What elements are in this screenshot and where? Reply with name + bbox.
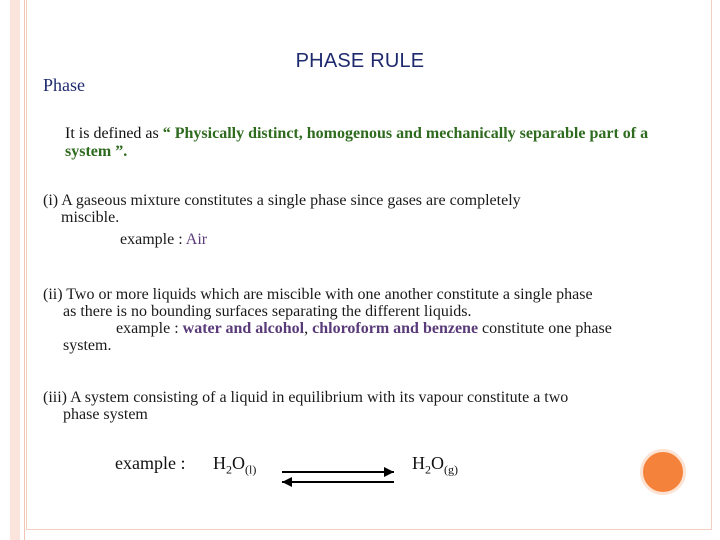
arrow-bottom-head — [282, 477, 292, 487]
definition-quote: “ Physically distinct, homogenous and mechanically separable part of a system ”. — [65, 125, 649, 160]
point-2-example-sep: , — [304, 320, 313, 337]
point-2 — [43, 286, 675, 354]
left-decorative-bar — [10, 0, 20, 540]
arrow-top-head — [384, 467, 394, 477]
definition-text — [65, 125, 685, 161]
eq-right-sub: 2 — [425, 462, 431, 477]
point-2-example-b: chloroform and benzene — [312, 320, 479, 337]
point-1-example-prefix: example : — [120, 231, 186, 248]
equation-label: example : — [115, 453, 186, 473]
eq-left-o: O — [232, 453, 245, 473]
slide-border — [26, 0, 712, 530]
page-title: PHASE RULE — [295, 50, 425, 72]
point-2-example-suffix: constitute one phase — [478, 320, 612, 337]
point-2-line-end: system. — [63, 337, 112, 354]
point-2-line-1: (ii) Two or more liquids which are miscible with one another constitute a single phase — [43, 286, 593, 303]
section-heading: Phase — [43, 75, 85, 95]
eq-right-h: H — [412, 453, 425, 473]
equation-right — [412, 453, 458, 478]
point-1-line-1: (i) A gaseous mixture constitutes a single phase since gases are completely — [43, 192, 521, 209]
definition-prefix: It is defined as — [65, 125, 163, 142]
point-2-example-prefix: example : — [116, 320, 183, 337]
point-3 — [43, 389, 675, 423]
accent-circle-icon — [640, 449, 686, 495]
point-3-line-2: phase system — [63, 406, 148, 423]
point-1-example — [43, 231, 675, 248]
eq-left-h: H — [213, 453, 226, 473]
point-1-example-value: Air — [185, 231, 208, 248]
point-1 — [43, 192, 675, 248]
point-1-line-2: miscible. — [61, 209, 120, 226]
left-decorative-line — [24, 0, 25, 540]
point-2-line-2: as there is no bounding surfaces separating the different liquids. — [63, 303, 472, 320]
point-2-example — [43, 320, 675, 337]
equation-left — [213, 453, 256, 478]
eq-left-state: (l) — [245, 462, 257, 477]
point-3-line-1: (iii) A system consisting of a liquid in equilibrium with its vapour constitute a two — [43, 389, 569, 406]
eq-right-state: (g) — [444, 462, 458, 477]
eq-right-o: O — [431, 453, 444, 473]
eq-left-sub: 2 — [226, 462, 232, 477]
equilibrium-arrow-icon — [276, 466, 400, 488]
point-2-example-a: water and alcohol — [182, 320, 305, 337]
